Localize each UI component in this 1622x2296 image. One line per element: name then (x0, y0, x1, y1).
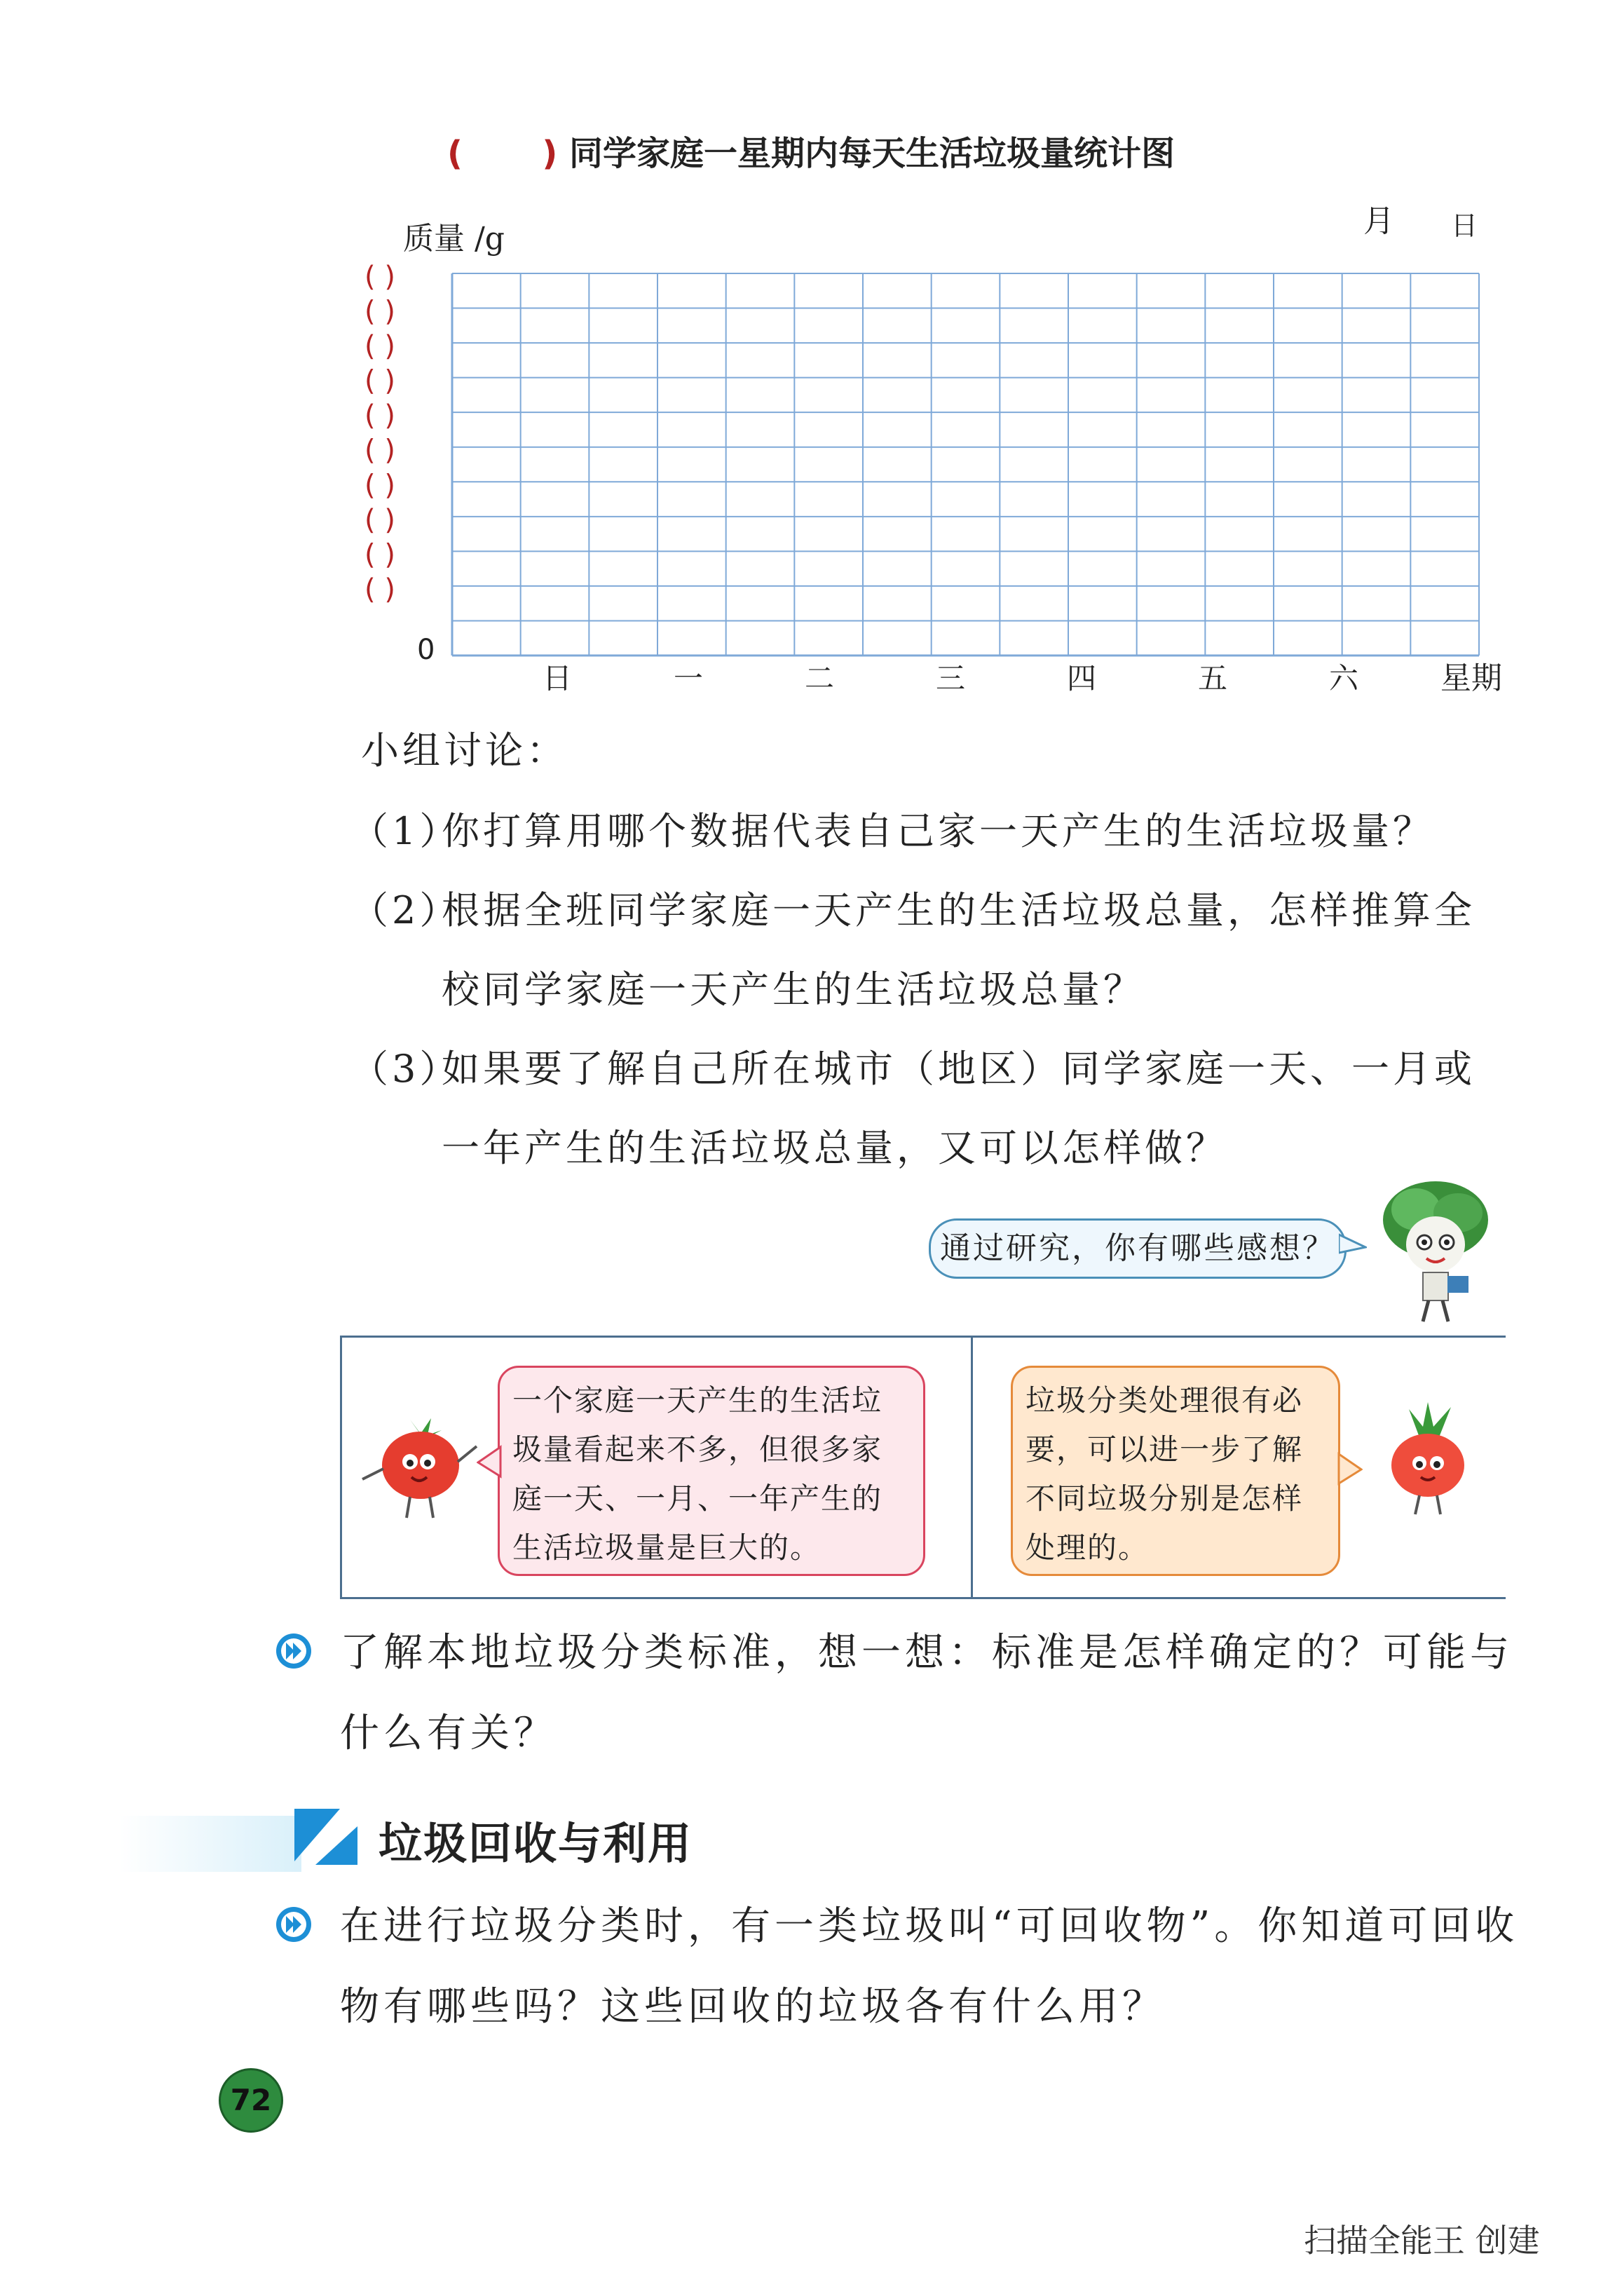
section-title: 垃圾回收与利用 (379, 1818, 693, 1869)
x-tick-label: 四 (1066, 661, 1097, 695)
y-blank-label: ( ) (364, 261, 395, 293)
x-tick-label: 三 (935, 661, 966, 695)
bubble-tail-orange (1337, 1451, 1363, 1486)
y-blank-label: ( ) (364, 538, 395, 571)
y-blank-label: ( ) (364, 434, 395, 467)
bubble-line: 生活垃圾量是巨大的。 (512, 1530, 822, 1565)
y-blank-label: ( ) (364, 365, 395, 398)
play-bullet-icon (275, 1906, 313, 1943)
item-text: 根据全班同学家庭一天产生的生活垃圾总量，怎样推算全 (442, 888, 1476, 932)
discussion-item-2 (350, 885, 1476, 936)
watermark-text: 扫描全能王 创建 (1304, 2222, 1540, 2260)
y-blank-label: ( ) (364, 573, 395, 606)
bubble-line: 庭一天、一月、一年产生的 (512, 1481, 883, 1516)
bubble-tail-pink (477, 1444, 502, 1479)
chart-title (0, 126, 1622, 175)
play-bullet-icon (275, 1632, 313, 1670)
item-number: （3） (350, 1047, 461, 1091)
y-blank-labels (364, 261, 395, 606)
x-tick-labels (543, 661, 1359, 695)
thought-bubble: 通过研究，你有哪些感想？ (929, 1218, 1347, 1279)
y-blank-label: ( ) (364, 469, 395, 502)
item-number: （2） (350, 888, 461, 932)
question-1-line-1: 了解本地垃圾分类标准，想一想：标准是怎样确定的？可能与 (340, 1630, 1513, 1676)
item-text: 你打算用哪个数据代表自己家一天产生的生活垃圾量？ (442, 809, 1434, 853)
discussion-item-3 (350, 1044, 1476, 1094)
title-right-paren: ) (542, 134, 558, 173)
bubble-line: 垃圾分类处理很有必 (1025, 1383, 1304, 1418)
bubble-line: 不同垃圾分别是怎样 (1025, 1481, 1304, 1516)
chart-grid (452, 273, 1479, 655)
section-band (119, 1816, 301, 1872)
discussion-heading: 小组讨论： (361, 728, 568, 773)
item-text-cont: 校同学家庭一天产生的生活垃圾总量？ (442, 967, 1145, 1012)
tomato-character-icon (354, 1406, 487, 1525)
x-tick-label: 五 (1197, 661, 1228, 695)
bubble-line: 处理的。 (1025, 1530, 1150, 1565)
item-text-cont: 一年产生的生活垃圾总量，又可以怎样做？ (442, 1126, 1227, 1170)
bar-chart-grid (350, 203, 1528, 708)
y-blank-label: ( ) (364, 503, 395, 536)
discussion-item-3-cont (350, 1123, 1227, 1174)
x-tick-label: 日 (542, 661, 573, 695)
bubble-line: 圾量看起来不多，但很多家 (512, 1432, 883, 1467)
bubble-tail (1339, 1230, 1367, 1258)
chart-title-text: 同学家庭一星期内每天生活垃圾量统计图 (569, 134, 1175, 173)
x-axis-label: 星期 (1440, 660, 1502, 696)
section-triangle-icon (291, 1805, 361, 1872)
title-left-paren: ( (447, 134, 463, 173)
question-1-line-2: 什么有关？ (340, 1711, 557, 1756)
y-axis-label: 质量 /g (403, 221, 505, 257)
y-blank-label: ( ) (364, 295, 395, 328)
speech-bubble-orange (1011, 1366, 1340, 1576)
date-day: 日 (1451, 210, 1478, 241)
question-2-line-1: 在进行垃圾分类时，有一类垃圾叫“可回收物”。你知道可回收 (340, 1903, 1519, 1949)
item-number: （1） (350, 809, 461, 853)
question-2-line-2: 物有哪些吗？这些回收的垃圾各有什么用？ (340, 1984, 1166, 2030)
speech-bubble-pink (498, 1366, 925, 1576)
cabbage-character-icon (1374, 1178, 1497, 1325)
item-text: 如果要了解自己所在城市（地区）同学家庭一天、一月或 (442, 1047, 1476, 1091)
discussion-item-1 (350, 806, 1434, 857)
radish-character-icon (1370, 1399, 1486, 1521)
bubble-line: 一个家庭一天产生的生活垃 (512, 1383, 883, 1418)
y-blank-label: ( ) (364, 330, 395, 363)
bubble-line: 要，可以进一步了解 (1025, 1432, 1304, 1467)
y-zero-label: 0 (417, 634, 435, 666)
page-number: 72 (219, 2068, 283, 2133)
date-month: 月 (1363, 203, 1394, 239)
x-tick-label: 一 (673, 661, 704, 695)
discussion-item-2-cont (350, 965, 1145, 1015)
y-blank-label: ( ) (364, 400, 395, 433)
x-tick-label: 六 (1328, 661, 1359, 695)
x-tick-label: 二 (804, 661, 835, 695)
